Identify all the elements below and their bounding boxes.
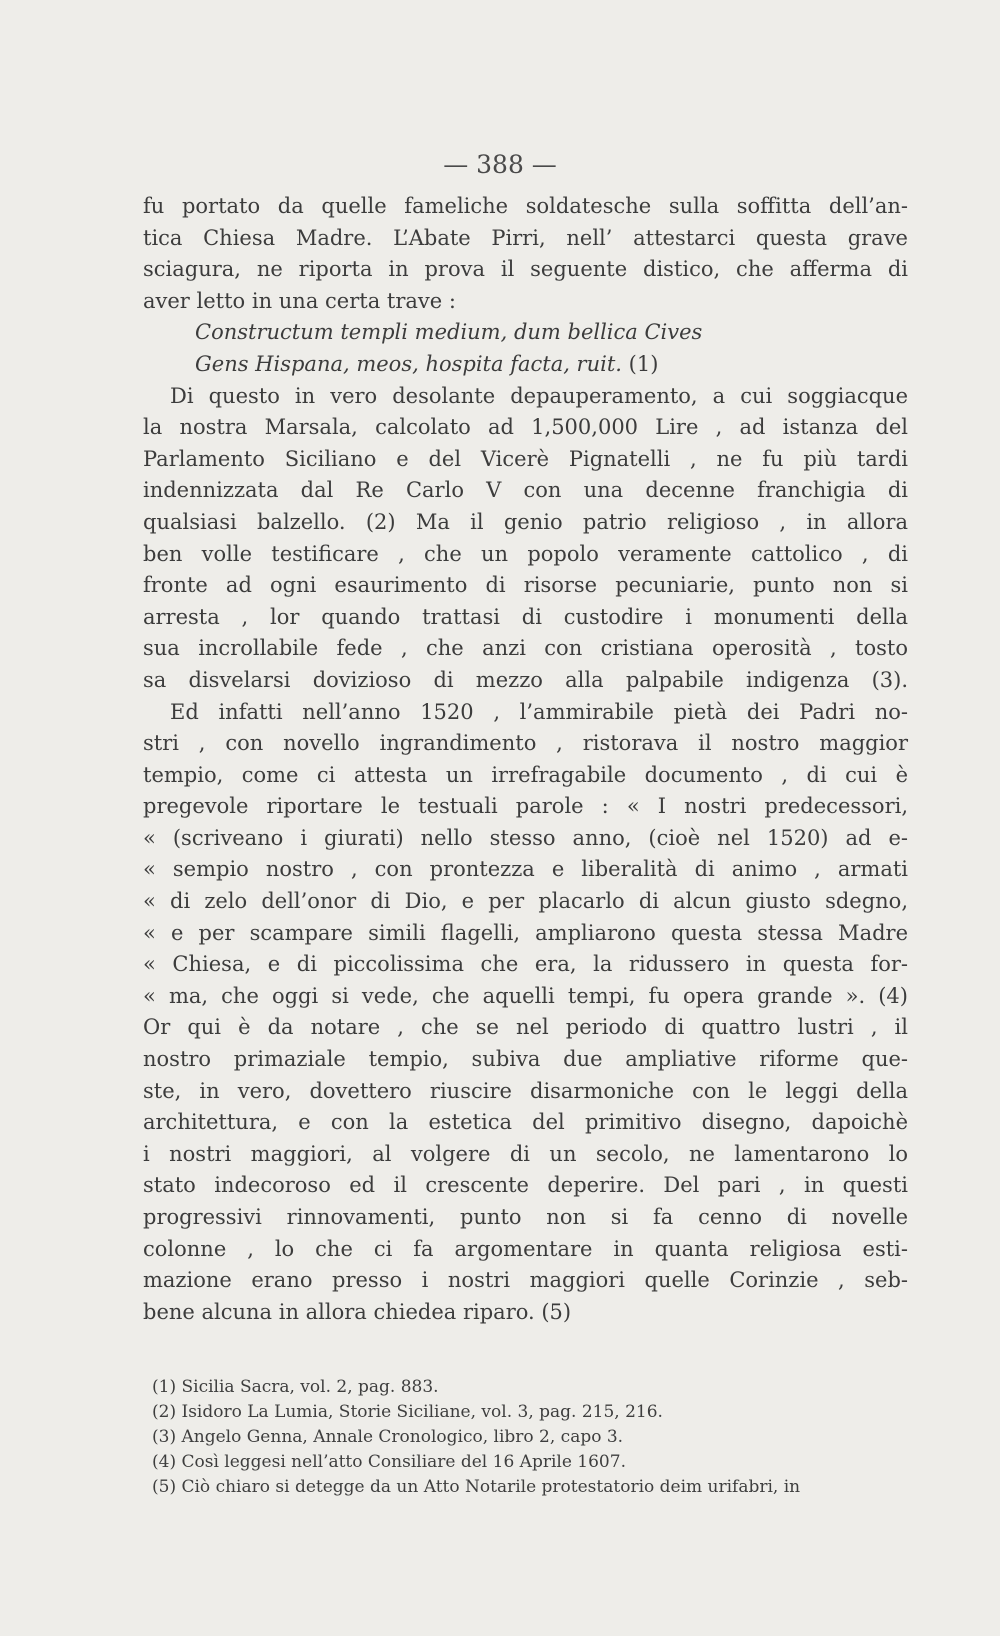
text-line: qualsiasi balzello. (2) Ma il genio patrio religioso , in allora	[143, 509, 908, 534]
text-line: mazione erano presso i nostri maggiori quelle Corinzie , seb-	[143, 1268, 908, 1293]
text-line: « ma, che oggi si vede, che aquelli tempi, fu opera grande ». (4)	[143, 983, 908, 1008]
text-line: i nostri maggiori, al volgere di un secolo, ne lamentarono lo	[143, 1141, 908, 1166]
footnote: (1) Sicilia Sacra, vol. 2, pag. 883.	[152, 1377, 439, 1397]
text-line: sa disvelarsi dovizioso di mezzo alla palpabile indigenza (3).	[143, 667, 908, 692]
text-line: arresta , lor quando trattasi di custodire i monumenti della	[143, 604, 908, 629]
text-line: « (scriveano i giurati) nello stesso anno, (cioè nel 1520) ad e-	[143, 825, 908, 850]
text-line: stato indecoroso ed il crescente deperire. Del pari , in questi	[143, 1173, 908, 1198]
text-line: stri , con novello ingrandimento , ristorava il nostro maggior	[143, 731, 908, 756]
text-line: Parlamento Siciliano e del Vicerè Pignatelli , ne fu più tardi	[143, 446, 908, 471]
verse-line: Constructum templi medium, dum bellica Cives	[195, 320, 703, 345]
text-line: pregevole riportare le testuali parole : « I nostri predecessori,	[143, 794, 908, 819]
footnote: (5) Ciò chiaro si detegge da un Atto Notarile protestatorio deim urifabri, in	[152, 1477, 801, 1497]
text-line: « di zelo dell’onor di Dio, e per placarlo di alcun giusto sdegno,	[143, 889, 908, 914]
footnote: (2) Isidoro La Lumia, Storie Siciliane, vol. 3, pag. 215, 216.	[152, 1402, 663, 1422]
text-line: aver letto in una certa trave :	[143, 288, 456, 313]
text-line: ste, in vero, dovettero riuscire disarmoniche con le leggi della	[143, 1078, 908, 1103]
text-line: « sempio nostro , con prontezza e liberalità di animo , armati	[143, 857, 908, 882]
text-line: tica Chiesa Madre. L’Abate Pirri, nell’ attestarci questa grave	[143, 225, 908, 250]
footnote-reference: (1)	[628, 351, 659, 376]
footnote: (3) Angelo Genna, Annale Cronologico, libro 2, capo 3.	[152, 1427, 624, 1447]
text-line: bene alcuna in allora chiedea riparo. (5)	[143, 1299, 572, 1324]
text-line: Ed infatti nell’anno 1520 , l’ammirabile pietà dei Padri no-	[170, 699, 908, 724]
text-line: nostro primaziale tempio, subiva due ampliative riforme que-	[143, 1047, 908, 1072]
text-line: architettura, e con la estetica del primitivo disegno, dapoichè	[143, 1110, 908, 1135]
footnote: (4) Così leggesi nell’atto Consiliare del 16 Aprile 1607.	[152, 1452, 626, 1472]
verse-text: Gens Hispana, meos, hospita facta, ruit.	[195, 351, 622, 376]
footnotes	[152, 1375, 902, 1500]
text-line: indennizzata dal Re Carlo V con una decenne franchigia di	[143, 478, 908, 503]
verse-line	[143, 349, 908, 381]
text-line: colonne , lo che ci fa argomentare in quanta religiosa esti-	[143, 1236, 908, 1261]
text-line: progressivi rinnovamenti, punto non si fa cenno di novelle	[143, 1205, 908, 1229]
text-line: ben volle testificare , che un popolo veramente cattolico , di	[143, 541, 908, 566]
text-line: « Chiesa, e di piccolissima che era, la ridussero in questa for-	[143, 952, 908, 977]
text-line: sciagura, ne riporta in prova il seguente distico, che afferma di	[143, 257, 908, 282]
text-line: Di questo in vero desolante depauperamento, a cui soggiacque	[170, 383, 908, 408]
text-line: « e per scampare simili flagelli, ampliarono questa stessa Madre	[143, 920, 908, 945]
text-line: sua incrollabile fede , che anzi con cristiana operosità , tosto	[143, 636, 908, 661]
text-line: la nostra Marsala, calcolato ad 1,500,000 Lire , ad istanza del	[143, 415, 908, 440]
page-number: — 388 —	[443, 150, 557, 179]
body-text	[143, 191, 908, 1328]
text-line: fu portato da quelle fameliche soldatesche sulla soffitta dell’an-	[143, 194, 908, 218]
text-line: fronte ad ogni esaurimento di risorse pecuniarie, punto non si	[143, 573, 908, 598]
text-line: Or qui è da notare , che se nel periodo di quattro lustri , il	[143, 1015, 908, 1040]
text-line: tempio, come ci attesta un irrefragabile documento , di cui è	[143, 762, 908, 787]
